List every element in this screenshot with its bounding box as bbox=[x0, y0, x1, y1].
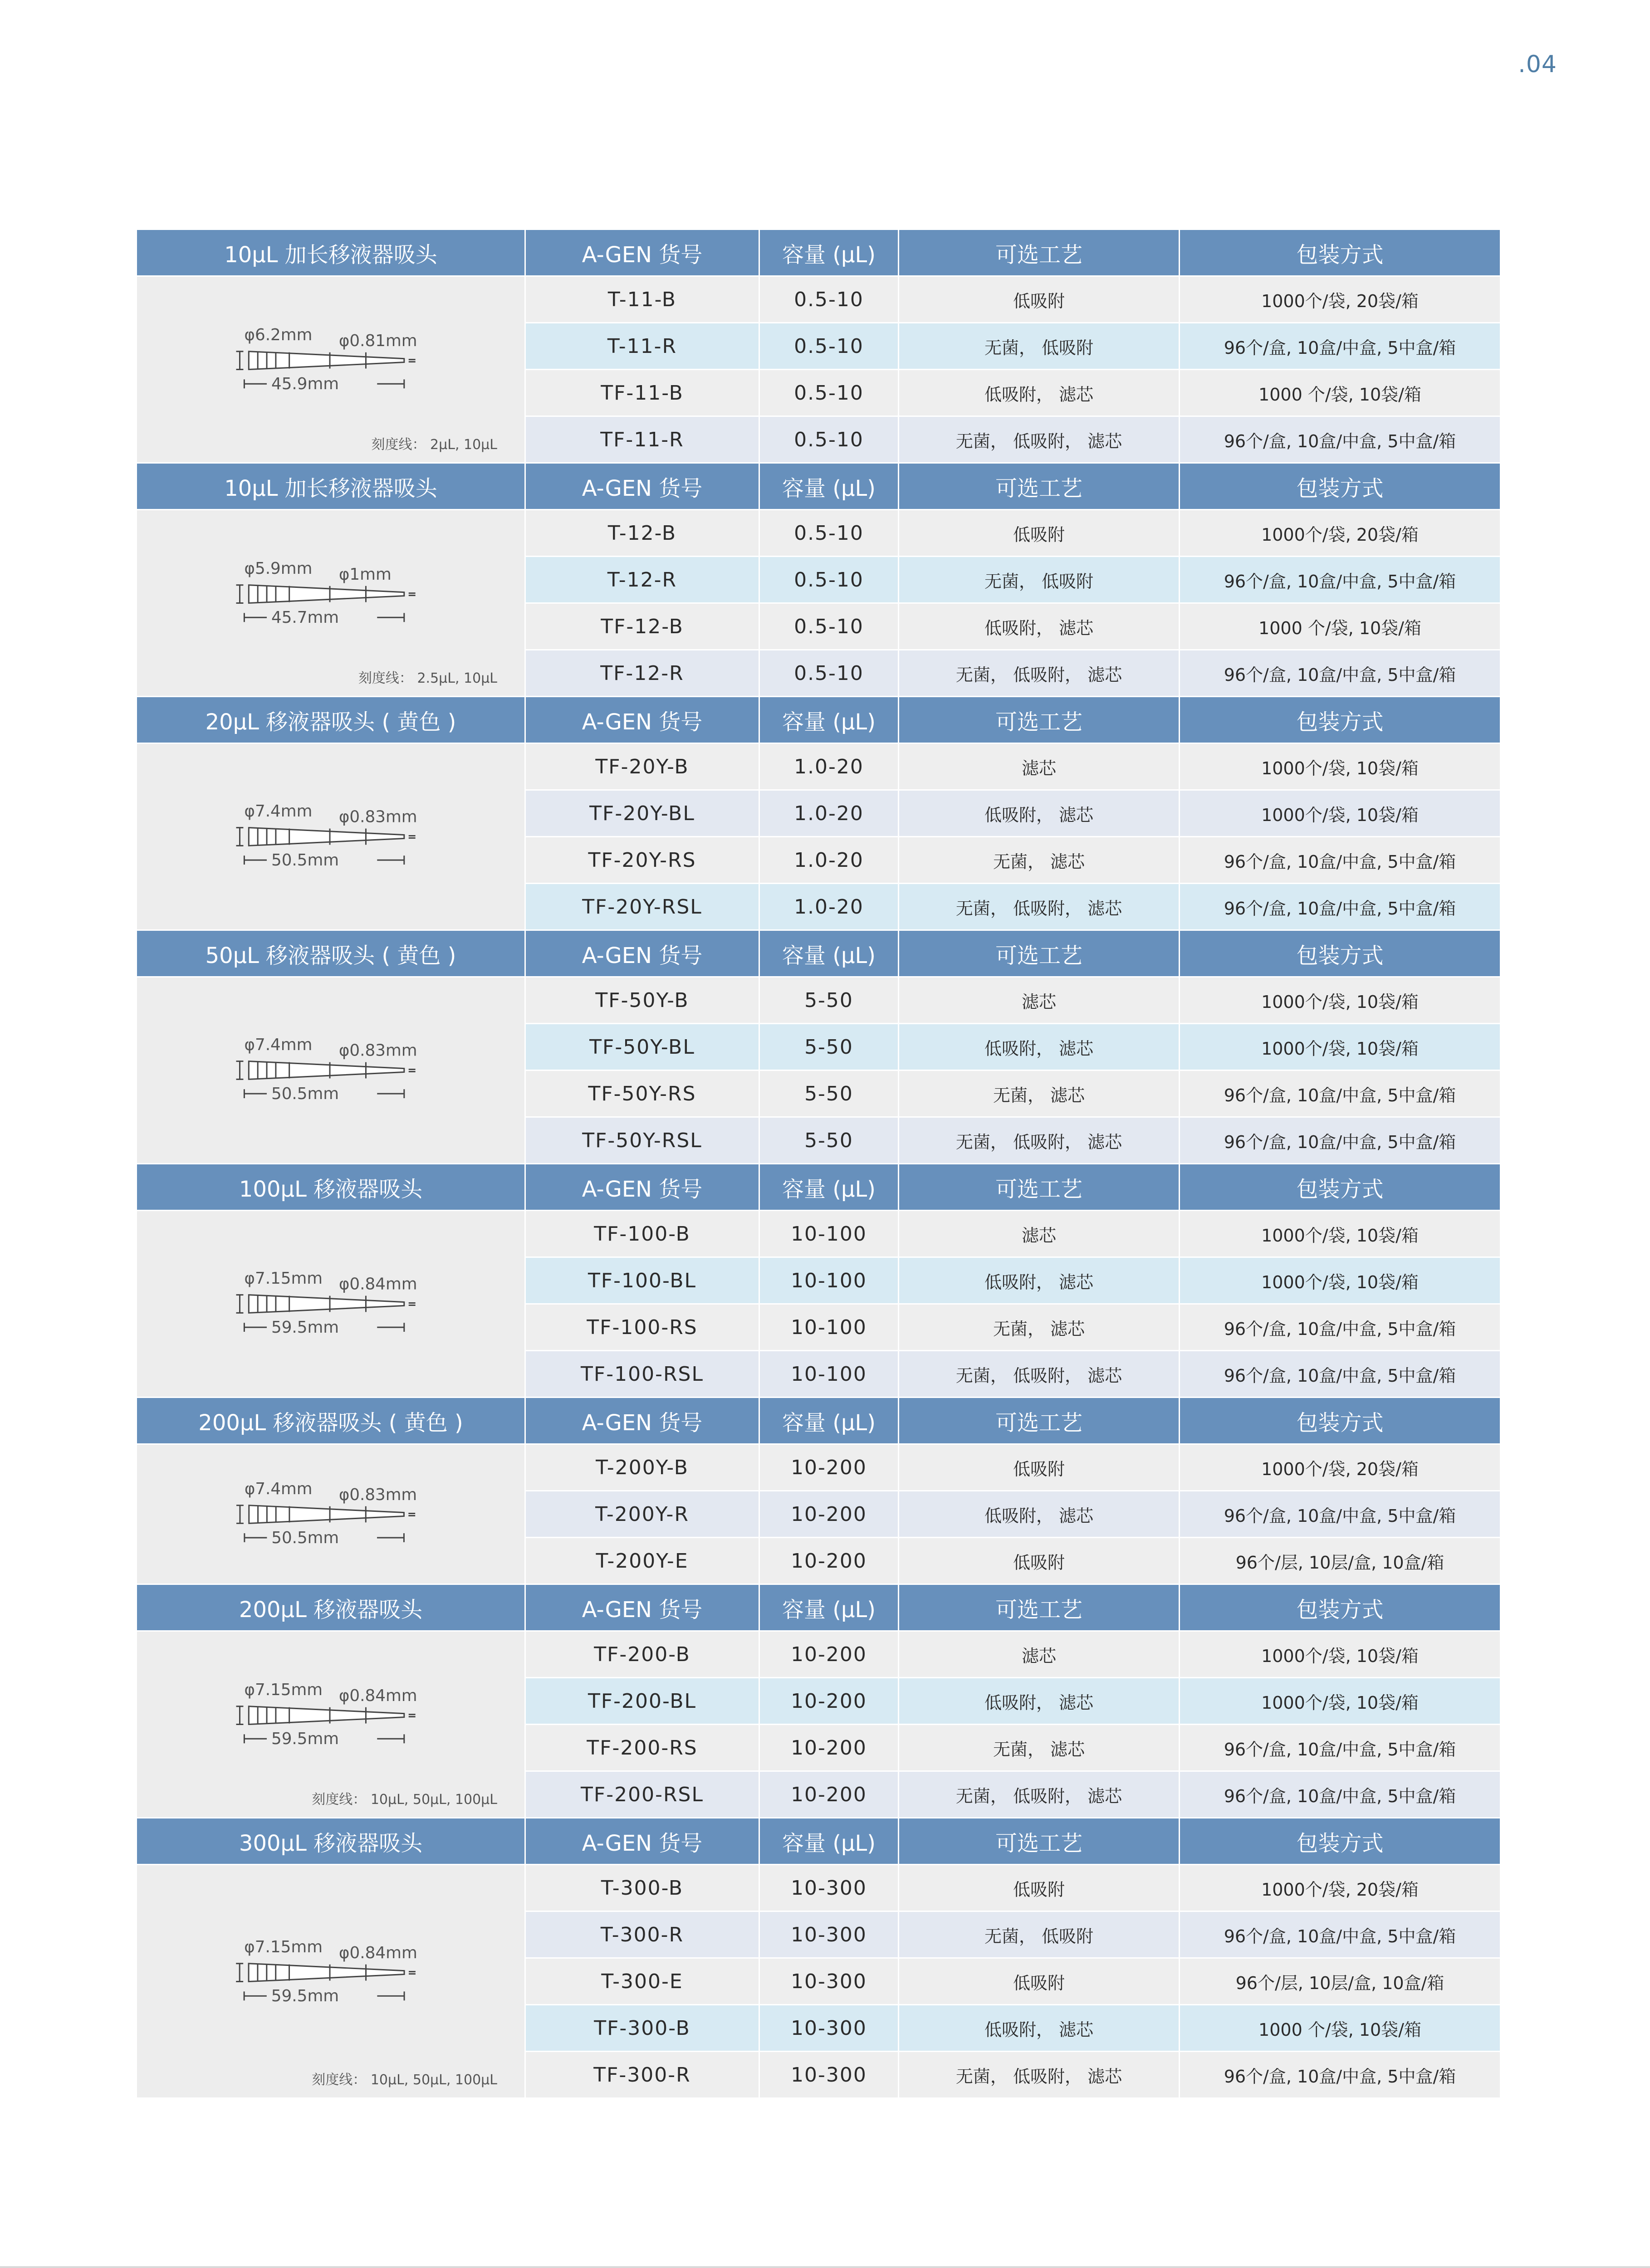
agen-code-cell: TF-50Y-B bbox=[526, 978, 760, 1024]
capacity-column-header: 容量 (µL) bbox=[760, 1585, 899, 1632]
capacity-cell: 1.0-20 bbox=[760, 744, 899, 791]
length-label: 50.5mm bbox=[271, 851, 339, 870]
process-cell: 无菌， 低吸附， 滤芯 bbox=[899, 417, 1180, 464]
capacity-cell: 10-300 bbox=[760, 1865, 899, 1912]
agen-code-cell: TF-100-B bbox=[526, 1211, 760, 1258]
table-row bbox=[526, 744, 1500, 791]
process-cell: 低吸附， 滤芯 bbox=[899, 1024, 1180, 1071]
packaging-cell: 96个/盒, 10盒/中盒, 5中盒/箱 bbox=[1180, 650, 1500, 697]
tip-diameter-label: φ0.84mm bbox=[338, 1686, 417, 1705]
agen-code-cell: TF-300-B bbox=[526, 2005, 760, 2052]
capacity-column-header: 容量 (µL) bbox=[760, 464, 899, 510]
packaging-cell: 1000 个/袋, 10袋/箱 bbox=[1180, 370, 1500, 417]
scale-mark-note: 刻度线： 2µL, 10µL bbox=[371, 437, 497, 453]
capacity-cell: 0.5-10 bbox=[760, 370, 899, 417]
pipette-tip-diagram bbox=[137, 978, 526, 1163]
product-title: 300µL 移液器吸头 bbox=[137, 1818, 526, 1865]
agen-code-cell: TF-11-R bbox=[526, 417, 760, 464]
table-row bbox=[526, 1071, 1500, 1118]
tip-illustration bbox=[137, 744, 526, 931]
section-header-row bbox=[137, 1164, 1500, 1211]
length-label: 45.7mm bbox=[271, 608, 339, 627]
agen-code-cell: TF-200-RS bbox=[526, 1725, 760, 1772]
product-section bbox=[137, 1398, 1500, 1585]
table-row bbox=[526, 1445, 1500, 1491]
agen-code-cell: TF-100-RS bbox=[526, 1305, 760, 1351]
packaging-cell: 1000个/袋, 10袋/箱 bbox=[1180, 1678, 1500, 1725]
agen-code-cell: TF-12-B bbox=[526, 604, 760, 650]
tip-diameter-label: φ0.84mm bbox=[338, 1943, 417, 1962]
product-section bbox=[137, 931, 1500, 1164]
process-column-header: 可选工艺 bbox=[899, 464, 1180, 510]
table-row bbox=[526, 1725, 1500, 1772]
table-row bbox=[526, 2052, 1500, 2099]
capacity-column-header: 容量 (µL) bbox=[760, 230, 899, 277]
process-cell: 无菌， 滤芯 bbox=[899, 1725, 1180, 1772]
process-cell: 无菌， 滤芯 bbox=[899, 837, 1180, 884]
table-row bbox=[526, 417, 1500, 464]
agen-code-cell: T-300-B bbox=[526, 1865, 760, 1912]
agen-code-cell: T-12-B bbox=[526, 510, 760, 557]
packaging-cell: 96个/层, 10层/盒, 10盒/箱 bbox=[1180, 1538, 1500, 1585]
product-title: 50µL 移液器吸头 ( 黄色 ) bbox=[137, 931, 526, 978]
packaging-cell: 1000个/袋, 10袋/箱 bbox=[1180, 744, 1500, 791]
length-label: 59.5mm bbox=[271, 1730, 339, 1749]
tip-diameter-label: φ0.83mm bbox=[338, 807, 417, 826]
capacity-cell: 0.5-10 bbox=[760, 417, 899, 464]
packaging-cell: 96个/盒, 10盒/中盒, 5中盒/箱 bbox=[1180, 1725, 1500, 1772]
capacity-cell: 10-200 bbox=[760, 1491, 899, 1538]
pipette-tip-diagram bbox=[137, 1211, 526, 1397]
process-cell: 无菌， 低吸附 bbox=[899, 323, 1180, 370]
table-row bbox=[526, 1632, 1500, 1678]
process-cell: 无菌， 滤芯 bbox=[899, 1071, 1180, 1118]
capacity-cell: 10-100 bbox=[760, 1258, 899, 1305]
tip-illustration bbox=[137, 277, 526, 464]
packaging-cell: 1000个/袋, 10袋/箱 bbox=[1180, 1258, 1500, 1305]
section-header-row bbox=[137, 1818, 1500, 1865]
process-cell: 无菌， 低吸附， 滤芯 bbox=[899, 1772, 1180, 1818]
process-cell: 低吸附， 滤芯 bbox=[899, 1491, 1180, 1538]
packaging-cell: 96个/盒, 10盒/中盒, 5中盒/箱 bbox=[1180, 557, 1500, 604]
tip-diameter-label: φ0.81mm bbox=[338, 331, 417, 350]
agen-column-header: A-GEN 货号 bbox=[526, 931, 760, 978]
agen-code-cell: TF-50Y-RS bbox=[526, 1071, 760, 1118]
section-header-row bbox=[137, 931, 1500, 978]
agen-code-cell: T-200Y-R bbox=[526, 1491, 760, 1538]
table-row bbox=[526, 978, 1500, 1024]
capacity-cell: 5-50 bbox=[760, 1071, 899, 1118]
packaging-column-header: 包装方式 bbox=[1180, 1164, 1500, 1211]
process-cell: 低吸附 bbox=[899, 1865, 1180, 1912]
capacity-cell: 10-200 bbox=[760, 1772, 899, 1818]
packaging-cell: 1000个/袋, 10袋/箱 bbox=[1180, 978, 1500, 1024]
length-label: 59.5mm bbox=[271, 1318, 339, 1337]
agen-code-cell: TF-100-RSL bbox=[526, 1351, 760, 1398]
tip-illustration bbox=[137, 1865, 526, 2099]
section-header-row bbox=[137, 1585, 1500, 1632]
process-cell: 低吸附， 滤芯 bbox=[899, 791, 1180, 837]
process-cell: 低吸附 bbox=[899, 1538, 1180, 1585]
table-row bbox=[526, 1024, 1500, 1071]
capacity-cell: 10-300 bbox=[760, 2052, 899, 2099]
packaging-cell: 1000个/袋, 10袋/箱 bbox=[1180, 791, 1500, 837]
base-diameter-label: φ7.15mm bbox=[244, 1269, 323, 1288]
process-cell: 低吸附 bbox=[899, 1959, 1180, 2005]
packaging-cell: 1000 个/袋, 10袋/箱 bbox=[1180, 2005, 1500, 2052]
table-row bbox=[526, 1865, 1500, 1912]
process-cell: 无菌， 滤芯 bbox=[899, 1305, 1180, 1351]
capacity-column-header: 容量 (µL) bbox=[760, 697, 899, 744]
base-diameter-label: φ7.4mm bbox=[244, 1035, 313, 1054]
length-label: 50.5mm bbox=[271, 1528, 339, 1547]
agen-code-cell: TF-20Y-RSL bbox=[526, 884, 760, 931]
table-row bbox=[526, 370, 1500, 417]
agen-column-header: A-GEN 货号 bbox=[526, 1398, 760, 1445]
agen-column-header: A-GEN 货号 bbox=[526, 1164, 760, 1211]
agen-code-cell: T-300-R bbox=[526, 1912, 760, 1959]
agen-code-cell: TF-12-R bbox=[526, 650, 760, 697]
capacity-cell: 0.5-10 bbox=[760, 604, 899, 650]
table-row bbox=[526, 604, 1500, 650]
packaging-cell: 96个/盒, 10盒/中盒, 5中盒/箱 bbox=[1180, 884, 1500, 931]
process-cell: 无菌， 低吸附， 滤芯 bbox=[899, 2052, 1180, 2099]
agen-code-cell: TF-300-R bbox=[526, 2052, 760, 2099]
tip-illustration bbox=[137, 978, 526, 1164]
process-cell: 低吸附， 滤芯 bbox=[899, 370, 1180, 417]
capacity-cell: 10-200 bbox=[760, 1725, 899, 1772]
process-cell: 无菌， 低吸附， 滤芯 bbox=[899, 1351, 1180, 1398]
agen-code-cell: TF-200-RSL bbox=[526, 1772, 760, 1818]
packaging-cell: 96个/盒, 10盒/中盒, 5中盒/箱 bbox=[1180, 2052, 1500, 2099]
capacity-cell: 10-300 bbox=[760, 2005, 899, 2052]
table-row bbox=[526, 2005, 1500, 2052]
process-cell: 低吸附， 滤芯 bbox=[899, 2005, 1180, 2052]
tip-illustration bbox=[137, 510, 526, 697]
product-title: 100µL 移液器吸头 bbox=[137, 1164, 526, 1211]
agen-column-header: A-GEN 货号 bbox=[526, 1585, 760, 1632]
table-row bbox=[526, 1118, 1500, 1164]
base-diameter-label: φ5.9mm bbox=[244, 559, 313, 578]
capacity-cell: 10-300 bbox=[760, 1959, 899, 2005]
packaging-cell: 1000个/袋, 10袋/箱 bbox=[1180, 1024, 1500, 1071]
product-catalog-table bbox=[137, 230, 1500, 2099]
packaging-cell: 96个/盒, 10盒/中盒, 5中盒/箱 bbox=[1180, 837, 1500, 884]
capacity-cell: 1.0-20 bbox=[760, 791, 899, 837]
table-row bbox=[526, 323, 1500, 370]
product-section bbox=[137, 697, 1500, 931]
process-column-header: 可选工艺 bbox=[899, 1585, 1180, 1632]
base-diameter-label: φ7.4mm bbox=[244, 1479, 313, 1498]
packaging-column-header: 包装方式 bbox=[1180, 464, 1500, 510]
tip-diameter-label: φ0.83mm bbox=[338, 1041, 417, 1060]
pipette-tip-diagram bbox=[137, 1445, 526, 1584]
packaging-cell: 96个/盒, 10盒/中盒, 5中盒/箱 bbox=[1180, 1491, 1500, 1538]
process-cell: 无菌， 低吸附 bbox=[899, 557, 1180, 604]
process-cell: 低吸附， 滤芯 bbox=[899, 1258, 1180, 1305]
agen-code-cell: TF-20Y-BL bbox=[526, 791, 760, 837]
capacity-cell: 10-100 bbox=[760, 1211, 899, 1258]
tip-illustration bbox=[137, 1211, 526, 1398]
packaging-cell: 96个/盒, 10盒/中盒, 5中盒/箱 bbox=[1180, 323, 1500, 370]
table-row bbox=[526, 1258, 1500, 1305]
packaging-cell: 1000 个/袋, 10袋/箱 bbox=[1180, 604, 1500, 650]
agen-code-cell: T-11-R bbox=[526, 323, 760, 370]
pipette-tip-diagram bbox=[137, 744, 526, 929]
agen-code-cell: TF-100-BL bbox=[526, 1258, 760, 1305]
product-title: 200µL 移液器吸头 bbox=[137, 1585, 526, 1632]
agen-column-header: A-GEN 货号 bbox=[526, 697, 760, 744]
capacity-column-header: 容量 (µL) bbox=[760, 1398, 899, 1445]
packaging-cell: 96个/层, 10层/盒, 10盒/箱 bbox=[1180, 1959, 1500, 2005]
scale-mark-note: 刻度线： 10µL, 50µL, 100µL bbox=[312, 2072, 497, 2088]
packaging-column-header: 包装方式 bbox=[1180, 230, 1500, 277]
length-label: 50.5mm bbox=[271, 1085, 339, 1104]
capacity-cell: 0.5-10 bbox=[760, 557, 899, 604]
process-cell: 低吸附 bbox=[899, 277, 1180, 323]
capacity-cell: 10-200 bbox=[760, 1678, 899, 1725]
agen-code-cell: T-300-E bbox=[526, 1959, 760, 2005]
agen-code-cell: TF-20Y-RS bbox=[526, 837, 760, 884]
process-cell: 滤芯 bbox=[899, 744, 1180, 791]
pipette-tip-diagram bbox=[137, 1865, 526, 2097]
section-header-row bbox=[137, 230, 1500, 277]
table-row bbox=[526, 557, 1500, 604]
process-cell: 滤芯 bbox=[899, 1211, 1180, 1258]
capacity-cell: 0.5-10 bbox=[760, 650, 899, 697]
packaging-cell: 96个/盒, 10盒/中盒, 5中盒/箱 bbox=[1180, 1772, 1500, 1818]
length-label: 45.9mm bbox=[271, 375, 339, 394]
tip-illustration bbox=[137, 1445, 526, 1585]
agen-code-cell: TF-50Y-BL bbox=[526, 1024, 760, 1071]
capacity-cell: 0.5-10 bbox=[760, 510, 899, 557]
length-label: 59.5mm bbox=[271, 1987, 339, 2006]
packaging-cell: 96个/盒, 10盒/中盒, 5中盒/箱 bbox=[1180, 1305, 1500, 1351]
agen-code-cell: TF-200-BL bbox=[526, 1678, 760, 1725]
agen-column-header: A-GEN 货号 bbox=[526, 230, 760, 277]
table-row bbox=[526, 1538, 1500, 1585]
capacity-column-header: 容量 (µL) bbox=[760, 1164, 899, 1211]
packaging-column-header: 包装方式 bbox=[1180, 931, 1500, 978]
packaging-cell: 1000个/袋, 20袋/箱 bbox=[1180, 510, 1500, 557]
base-diameter-label: φ7.4mm bbox=[244, 802, 313, 821]
table-row bbox=[526, 884, 1500, 931]
packaging-cell: 96个/盒, 10盒/中盒, 5中盒/箱 bbox=[1180, 1071, 1500, 1118]
tip-diameter-label: φ0.83mm bbox=[338, 1485, 417, 1504]
agen-code-cell: T-200Y-E bbox=[526, 1538, 760, 1585]
agen-column-header: A-GEN 货号 bbox=[526, 464, 760, 510]
table-row bbox=[526, 1772, 1500, 1818]
table-row bbox=[526, 650, 1500, 697]
base-diameter-label: φ6.2mm bbox=[244, 325, 313, 344]
process-cell: 滤芯 bbox=[899, 978, 1180, 1024]
process-cell: 无菌， 低吸附， 滤芯 bbox=[899, 650, 1180, 697]
process-column-header: 可选工艺 bbox=[899, 697, 1180, 744]
capacity-cell: 5-50 bbox=[760, 978, 899, 1024]
agen-code-cell: T-11-B bbox=[526, 277, 760, 323]
capacity-cell: 0.5-10 bbox=[760, 277, 899, 323]
table-row bbox=[526, 1305, 1500, 1351]
table-row bbox=[526, 1678, 1500, 1725]
product-title: 20µL 移液器吸头 ( 黄色 ) bbox=[137, 697, 526, 744]
process-cell: 低吸附 bbox=[899, 510, 1180, 557]
page-number: .04 bbox=[1518, 51, 1557, 78]
table-row bbox=[526, 277, 1500, 323]
agen-code-cell: TF-200-B bbox=[526, 1632, 760, 1678]
packaging-cell: 96个/盒, 10盒/中盒, 5中盒/箱 bbox=[1180, 1351, 1500, 1398]
packaging-cell: 96个/盒, 10盒/中盒, 5中盒/箱 bbox=[1180, 417, 1500, 464]
section-header-row bbox=[137, 697, 1500, 744]
table-row bbox=[526, 1959, 1500, 2005]
process-cell: 低吸附 bbox=[899, 1445, 1180, 1491]
capacity-column-header: 容量 (µL) bbox=[760, 931, 899, 978]
process-cell: 滤芯 bbox=[899, 1632, 1180, 1678]
packaging-column-header: 包装方式 bbox=[1180, 1818, 1500, 1865]
capacity-cell: 5-50 bbox=[760, 1118, 899, 1164]
process-cell: 无菌， 低吸附， 滤芯 bbox=[899, 1118, 1180, 1164]
table-row bbox=[526, 837, 1500, 884]
page-bottom-rule bbox=[0, 2266, 1650, 2268]
product-section bbox=[137, 1585, 1500, 1818]
product-title: 200µL 移液器吸头 ( 黄色 ) bbox=[137, 1398, 526, 1445]
product-title: 10µL 加长移液器吸头 bbox=[137, 230, 526, 277]
tip-illustration bbox=[137, 1632, 526, 1818]
process-column-header: 可选工艺 bbox=[899, 1398, 1180, 1445]
agen-column-header: A-GEN 货号 bbox=[526, 1818, 760, 1865]
process-column-header: 可选工艺 bbox=[899, 230, 1180, 277]
capacity-cell: 10-200 bbox=[760, 1445, 899, 1491]
product-section bbox=[137, 1164, 1500, 1398]
product-title: 10µL 加长移液器吸头 bbox=[137, 464, 526, 510]
process-cell: 低吸附， 滤芯 bbox=[899, 1678, 1180, 1725]
product-section bbox=[137, 464, 1500, 697]
section-header-row bbox=[137, 464, 1500, 510]
capacity-cell: 10-200 bbox=[760, 1632, 899, 1678]
capacity-cell: 1.0-20 bbox=[760, 884, 899, 931]
table-row bbox=[526, 1912, 1500, 1959]
tip-diameter-label: φ0.84mm bbox=[338, 1275, 417, 1294]
packaging-cell: 1000个/袋, 20袋/箱 bbox=[1180, 1445, 1500, 1491]
packaging-cell: 1000个/袋, 10袋/箱 bbox=[1180, 1632, 1500, 1678]
capacity-cell: 10-200 bbox=[760, 1538, 899, 1585]
table-row bbox=[526, 1211, 1500, 1258]
packaging-column-header: 包装方式 bbox=[1180, 1585, 1500, 1632]
tip-diameter-label: φ1mm bbox=[338, 565, 392, 584]
base-diameter-label: φ7.15mm bbox=[244, 1680, 323, 1699]
capacity-cell: 1.0-20 bbox=[760, 837, 899, 884]
table-row bbox=[526, 791, 1500, 837]
packaging-cell: 1000个/袋, 20袋/箱 bbox=[1180, 1865, 1500, 1912]
capacity-column-header: 容量 (µL) bbox=[760, 1818, 899, 1865]
agen-code-cell: T-200Y-B bbox=[526, 1445, 760, 1491]
process-column-header: 可选工艺 bbox=[899, 1818, 1180, 1865]
packaging-cell: 1000个/袋, 20袋/箱 bbox=[1180, 277, 1500, 323]
process-cell: 无菌， 低吸附， 滤芯 bbox=[899, 884, 1180, 931]
packaging-column-header: 包装方式 bbox=[1180, 1398, 1500, 1445]
process-cell: 低吸附， 滤芯 bbox=[899, 604, 1180, 650]
table-row bbox=[526, 1351, 1500, 1398]
table-row bbox=[526, 1491, 1500, 1538]
agen-code-cell: TF-11-B bbox=[526, 370, 760, 417]
packaging-cell: 96个/盒, 10盒/中盒, 5中盒/箱 bbox=[1180, 1118, 1500, 1164]
packaging-cell: 96个/盒, 10盒/中盒, 5中盒/箱 bbox=[1180, 1912, 1500, 1959]
table-row bbox=[526, 510, 1500, 557]
section-header-row bbox=[137, 1398, 1500, 1445]
scale-mark-note: 刻度线： 10µL, 50µL, 100µL bbox=[312, 1792, 497, 1808]
process-cell: 无菌， 低吸附 bbox=[899, 1912, 1180, 1959]
product-section bbox=[137, 1818, 1500, 2099]
capacity-cell: 10-100 bbox=[760, 1351, 899, 1398]
capacity-cell: 5-50 bbox=[760, 1024, 899, 1071]
process-column-header: 可选工艺 bbox=[899, 1164, 1180, 1211]
scale-mark-note: 刻度线： 2.5µL, 10µL bbox=[358, 670, 497, 686]
capacity-cell: 10-100 bbox=[760, 1305, 899, 1351]
capacity-cell: 0.5-10 bbox=[760, 323, 899, 370]
capacity-cell: 10-300 bbox=[760, 1912, 899, 1959]
base-diameter-label: φ7.15mm bbox=[244, 1937, 323, 1956]
packaging-column-header: 包装方式 bbox=[1180, 697, 1500, 744]
product-section bbox=[137, 230, 1500, 464]
process-column-header: 可选工艺 bbox=[899, 931, 1180, 978]
agen-code-cell: TF-50Y-RSL bbox=[526, 1118, 760, 1164]
packaging-cell: 1000个/袋, 10袋/箱 bbox=[1180, 1211, 1500, 1258]
agen-code-cell: T-12-R bbox=[526, 557, 760, 604]
agen-code-cell: TF-20Y-B bbox=[526, 744, 760, 791]
